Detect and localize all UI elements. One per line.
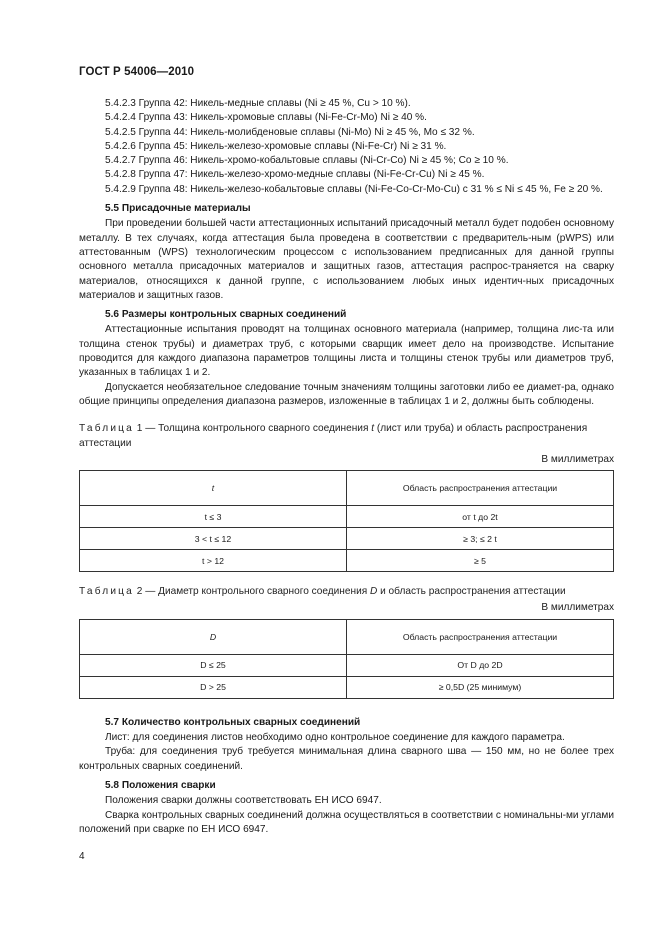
- table-1-caption: [79, 422, 614, 451]
- table-1-label: Таблица: [79, 423, 134, 435]
- table-cell: D ≤ 25: [80, 654, 347, 676]
- section-5-8-paragraph-1: Положения сварки должны соответствовать ЕН ИСО 6947.: [105, 795, 382, 807]
- table-2-caption: [79, 585, 614, 599]
- section-5-7-paragraph-2: Труба: для соединения труб требуется минимальная длина сварного шва — 150 мм, но не более трех контрольных сварных соединений.: [79, 746, 614, 772]
- table-cell: от t до 2t: [347, 506, 614, 528]
- table-1-caption-var: t: [371, 423, 375, 435]
- section-5-6-paragraph-1: Аттестационные испытания проводят на толщинах основного материала (например, толщина лис-та или толщина стенок трубы) и диаметрах труб, с которыми сварщик имеет дело на производстве. Испытание проводится для каждого диапазона параметров толщины листа и толщины стенок трубы или диаметров труб, указанных в таблицах 1 и 2.: [79, 324, 614, 379]
- group-48: 5.4.2.9 Группа 48: Никель-железо-кобальтовые сплавы (Ni-Fe-Co-Cr-Mo-Cu) с 31 % ≤ Ni ≤ 45 %, Fe ≥ 20 %.: [105, 183, 603, 195]
- table-cell: От D до 2D: [347, 654, 614, 676]
- table-cell: D > 25: [80, 676, 347, 698]
- table-1-caption-b: (лист или труба) и область распространения аттестации: [79, 423, 588, 449]
- section-5-7-paragraph-1: Лист: для соединения листов необходимо одно контрольное соединение для каждого параметра.: [105, 732, 565, 744]
- section-5-5-paragraph: При проведении большей части аттестационных испытаний присадочный металл будет подобен основному металлу. В тех случаях, когда аттестация была проведена в соответствии с предваритель-ным (pWPS) или аттестованным (WPS) технологическим процессом с использованием предписанных для данной группы основного металла присадочных материалов и защитных газов, аттестация распрос-траняется на сварку материалов, относящихся к данной группе, с использованием любых иных идентич-ных присадочных материалов и защитных газов.: [79, 218, 614, 301]
- table-1-header-t: t: [80, 471, 347, 506]
- group-45: 5.4.2.6 Группа 45: Никель-железо-хромовые сплавы (Ni-Fe-Cr) Ni ≥ 31 %.: [105, 140, 447, 152]
- table-2-caption-b: и область распространения аттестации: [380, 586, 566, 598]
- table-cell: t > 12: [80, 550, 347, 572]
- group-44: 5.4.2.5 Группа 44: Никель-молибденовые сплавы (Ni-Mo) Ni ≥ 45 %, Mo ≤ 32 %.: [105, 126, 475, 138]
- section-5-6-title: 5.6 Размеры контрольных сварных соединений: [105, 309, 347, 321]
- table-cell: 3 < t ≤ 12: [80, 528, 347, 550]
- table-row: [80, 676, 614, 698]
- table-cell: ≥ 5: [347, 550, 614, 572]
- table-2-header-row: [80, 619, 614, 654]
- table-row: [80, 506, 614, 528]
- table-2-header-d: D: [80, 619, 347, 654]
- table-cell: ≥ 0,5D (25 минимум): [347, 676, 614, 698]
- table-1-header-row: [80, 471, 614, 506]
- table-row: [80, 550, 614, 572]
- page-content: [79, 97, 614, 837]
- table-2: [79, 619, 614, 699]
- table-1-units: В миллиметрах: [541, 453, 614, 465]
- section-5-6-paragraph-2: Допускается необязательное следование точным значениям толщины заготовки либо ее диамет-ра, однако общие принципы определения диапазона размеров, изложенные в таблицах 1 и 2, должны быть соблюдены.: [79, 381, 614, 407]
- section-5-8-paragraph-2: Сварка контрольных сварных соединений должна осуществляться в соответствии с номинальны-ми углами положений при сварке по ЕН ИСО 6947.: [79, 809, 614, 835]
- section-5-7-title: 5.7 Количество контрольных сварных соединений: [105, 716, 361, 728]
- table-cell: t ≤ 3: [80, 506, 347, 528]
- table-1-header-range: Область распространения аттестации: [347, 471, 614, 506]
- table-2-label: Таблица: [79, 586, 134, 598]
- group-47: 5.4.2.8 Группа 47: Никель-железо-хромо-медные сплавы (Ni-Fe-Cr-Cu) Ni ≥ 45 %.: [105, 169, 485, 181]
- page-number: 4: [79, 851, 85, 862]
- section-5-5-title: 5.5 Присадочные материалы: [105, 203, 251, 215]
- table-1-caption-a: 1 — Толщина контрольного сварного соединения: [136, 423, 369, 435]
- table-2-caption-var: D: [369, 586, 378, 598]
- table-row: [80, 528, 614, 550]
- standard-header: ГОСТ Р 54006—2010: [79, 66, 195, 78]
- group-42: 5.4.2.3 Группа 42: Никель-медные сплавы (Ni ≥ 45 %, Cu > 10 %).: [105, 98, 411, 109]
- table-1: [79, 470, 614, 572]
- table-cell: ≥ 3; ≤ 2 t: [347, 528, 614, 550]
- section-5-8-title: 5.8 Положения сварки: [105, 779, 216, 791]
- group-46: 5.4.2.7 Группа 46: Никель-хромо-кобальтовые сплавы (Ni-Cr-Co) Ni ≥ 45 %; Co ≥ 10 %.: [105, 155, 509, 167]
- table-2-header-range: Область распространения аттестации: [347, 619, 614, 654]
- table-2-units: В миллиметрах: [541, 602, 614, 614]
- table-2-caption-a: 2 — Диаметр контрольного сварного соединения: [136, 586, 368, 598]
- group-43: 5.4.2.4 Группа 43: Никель-хромовые сплавы (Ni-Fe-Cr-Mo) Ni ≥ 40 %.: [105, 112, 427, 124]
- table-row: [80, 654, 614, 676]
